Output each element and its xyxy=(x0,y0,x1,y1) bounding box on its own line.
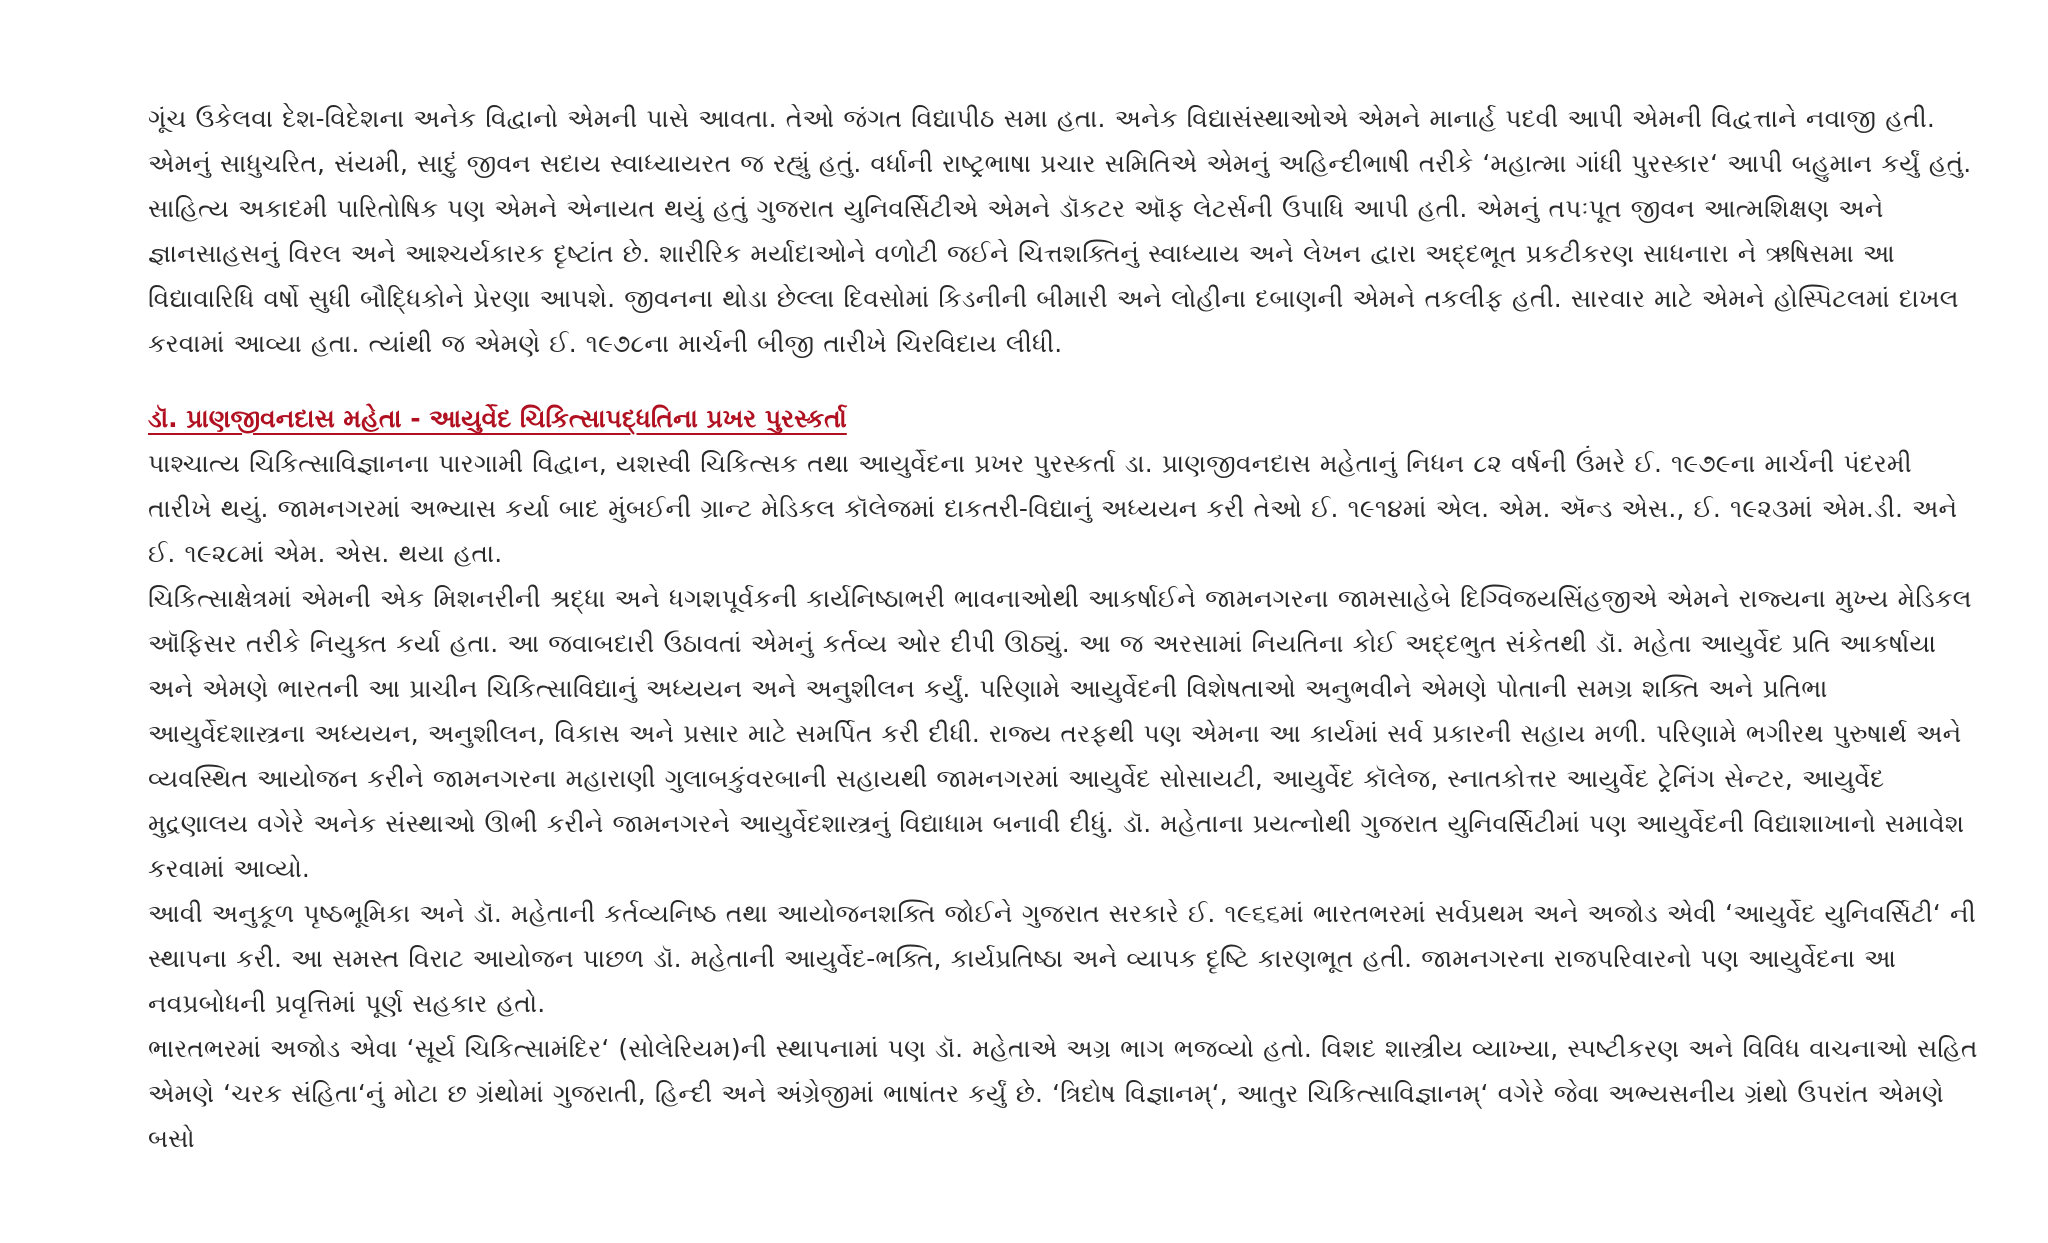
section-heading: ડૉ. પ્રાણજીવનદાસ મહેતા - આયુર્વેદ ચિકિત્સાપદ્ધતિના પ્રખર પુરસ્કર્તા xyxy=(148,404,847,433)
document-page xyxy=(148,96,1978,1161)
intro-paragraph: ગૂંચ ઉકેલવા દેશ-વિદેશના અનેક વિદ્વાનો એમની પાસે આવતા. તેઓ જંગત વિદ્યાપીઠ સમા હતા. અનેક વિદ્યાસંસ્થાઓએ એમને માનાર્હ પદવી આપી એમની વિદ્વત્તાને નવાજી હતી. એમનું સાધુચરિત, સંયમી, સાદું જીવન સદાય સ્વાધ્યાયરત જ રહ્યું હતું. વર્ધાની રાષ્ટ્રભાષા પ્રચાર સમિતિએ એમનું અહિન્દીભાષી તરીકે ‘મહાત્મા ગાંધી પુરસ્કાર‘ આપી બહુમાન કર્યું હતું. સાહિત્ય અકાદમી પારિતોષિક પણ એમને એનાયત થયું હતું ગુજરાત યુનિવર્સિટીએ એમને ડૉકટર ઑફ લેટર્સની ઉપાધિ આપી હતી. એમનું તપઃપૂત જીવન આત્મશિક્ષણ અને જ્ઞાનસાહસનું વિરલ અને આશ્ચર્યકારક દૃષ્ટાંત છે. શારીરિક મર્યાદાઓને વળોટી જઈને ચિત્તશક્તિનું સ્વાધ્યાય અને લેખન દ્વારા અદ્દભૂત પ્રકટીકરણ સાધનારા ને ઋષિસમા આ વિદ્યાવારિધિ વર્ષો સુધી બૌદ્ધિકોને પ્રેરણા આપશે. જીવનના થોડા છેલ્લા દિવસોમાં કિડનીની બીમારી અને લોહીના દબાણની એમને તકલીફ હતી. સારવાર માટે એમને હોસ્પિટલમાં દાખલ કરવામાં આવ્યા હતા. ત્યાંથી જ એમણે ઈ. ૧૯૭૮ના માર્ચની બીજી તારીખે ચિરવિદાય લીધી. xyxy=(148,104,1972,358)
body-paragraph-2: ચિકિત્સાક્ષેત્રમાં એમની એક મિશનરીની શ્રદ્ધા અને ધગશપૂર્વકની કાર્યનિષ્ઠાભરી ભાવનાઓથી આકર્ષાઈને જામનગરના જામસાહેબે દિગ્વિજયસિંહજીએ એમને રાજ્યના મુખ્ય મેડિકલ ઑફિસર તરીકે નિયુક્ત કર્યા હતા. આ જવાબદારી ઉઠાવતાં એમનું કર્તવ્ય ઓર દીપી ઊઠ્યું. આ જ અરસામાં નિયતિના કોઈ અદ્દભુત સંકેતથી ડૉ. મહેતા આયુર્વેદ પ્રતિ આકર્ષાયા અને એમણે ભારતની આ પ્રાચીન ચિકિત્સાવિદ્યાનું અધ્યયન અને અનુશીલન કર્યું. પરિણામે આયુર્વેદની વિશેષતાઓ અનુભવીને એમણે પોતાની સમગ્ર શક્તિ અને પ્રતિભા આયુર્વેદશાસ્ત્રના અધ્યયન, અનુશીલન, વિકાસ અને પ્રસાર માટે સમર્પિત કરી દીધી. રાજ્ય તરફથી પણ એમના આ કાર્યમાં સર્વ પ્રકારની સહાય મળી. પરિણામે ભગીરથ પુરુષાર્થ અને વ્યવસ્થિત આયોજન કરીને જામનગરના મહારાણી ગુલાબકુંવરબાની સહાયથી જામનગરમાં આયુર્વેદ સોસાયટી, આયુર્વેદ કૉલેજ, સ્નાતકોત્તર આયુર્વેદ ટ્રેનિંગ સેન્ટર, આયુર્વેદ મુદ્રણાલય વગેરે અનેક સંસ્થાઓ ઊભી કરીને જામનગરને આયુર્વેદશાસ્ત્રનું વિદ્યાધામ બનાવી દીધું. ડૉ. મહેતાના પ્રયત્નોથી ગુજરાત યુનિવર્સિટીમાં પણ આયુર્વેદની વિદ્યાશાખાનો સમાવેશ કરવામાં આવ્યો. xyxy=(148,584,1972,883)
body-paragraph-3: આવી અનુકૂળ પૃષ્ઠભૂમિકા અને ડૉ. મહેતાની કર્તવ્યનિષ્ઠ તથા આયોજનશક્તિ જોઈને ગુજરાત સરકારે ઈ. ૧૯૬૬માં ભારતભરમાં સર્વપ્રથમ અને અજોડ એવી ‘આયુર્વેદ યુનિવર્સિટી‘ ની સ્થાપના કરી. આ સમસ્ત વિરાટ આયોજન પાછળ ડૉ. મહેતાની આયુર્વેદ-ભક્તિ, કાર્યપ્રતિષ્ઠા અને વ્યાપક દૃષ્ટિ કારણભૂત હતી. જામનગરના રાજપરિવારનો પણ આયુર્વેદના આ નવપ્રબોધની પ્રવૃત્તિમાં પૂર્ણ સહકાર હતો. xyxy=(148,899,1976,1018)
body-paragraph-4: ભારતભરમાં અજોડ એવા ‘સૂર્ય ચિકિત્સામંદિર‘ (સોલેરિયમ)ની સ્થાપનામાં પણ ડૉ. મહેતાએ અગ્ર ભાગ ભજવ્યો હતો. વિશદ શાસ્ત્રીય વ્યાખ્યા, સ્પષ્ટીકરણ અને વિવિધ વાચનાઓ સહિત એમણે ‘ચરક સંહિતા‘નું મોટા છ ગ્રંથોમાં ગુજરાતી, હિન્દી અને અંગ્રેજીમાં ભાષાંતર કર્યું છે. ‘ત્રિદોષ વિજ્ઞાનમ્‘, આતુર ચિકિત્સાવિજ્ઞાનમ્‘ વગેરે જેવા અભ્યસનીય ગ્રંથો ઉપરાંત એમણે બસો xyxy=(148,1034,1978,1153)
section-gap xyxy=(148,366,1978,396)
body-paragraph-1: પાશ્ચાત્ય ચિકિત્સાવિજ્ઞાનના પારગામી વિદ્વાન, યશસ્વી ચિકિત્સક તથા આયુર્વેદના પ્રખર પુરસ્કર્તા ડા. પ્રાણજીવનદાસ મહેતાનું નિધન ૮૨ વર્ષની ઉંમરે ઈ. ૧૯૭૯ના માર્ચની પંદરમી તારીખે થયું. જામનગરમાં અભ્યાસ કર્યા બાદ મુંબઈની ગ્રાન્ટ મેડિકલ કૉલેજમાં દાકતરી-વિદ્યાનું અધ્યયન કરી તેઓ ઈ. ૧૯૧૪માં એલ. એમ. ઍન્ડ એસ., ઈ. ૧૯૨૩માં એમ.ડી. અને ઈ. ૧૯૨૮માં એમ. એસ. થયા હતા. xyxy=(148,449,1958,568)
